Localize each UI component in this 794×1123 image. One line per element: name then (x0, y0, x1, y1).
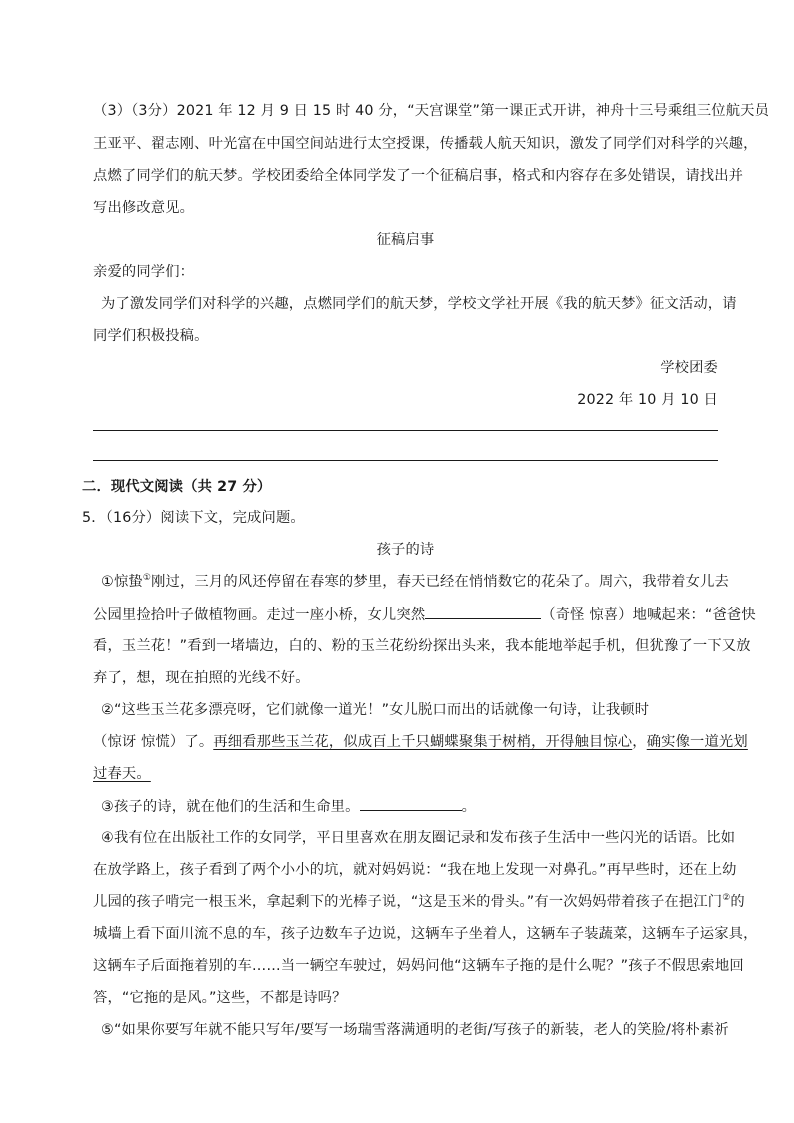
paragraph-1-line-4: 弃了，想，现在拍照的光线不好。 (93, 670, 310, 686)
passage-title: 孩子的诗 (376, 542, 435, 558)
p1-line-2-text: 公园里捡拾叶子做植物画。走过一座小桥，女儿突然 (93, 607, 426, 623)
question-3-line-3: 点燃了同学们的航天梦。学校团委给全体同学发了一个征稿启事，格式和内容存在多处错误，请找出并 (93, 168, 744, 184)
notice-date: 2022 年 10 月 10 日 (577, 392, 718, 408)
p3-period: 。 (461, 799, 477, 815)
question-3-line-2: 王亚平、翟志刚、叶光富在中国空间站进行太空授课，传播载人航天知识，激发了同学们对科学的兴趣， (93, 136, 758, 152)
fill-blank-1[interactable] (425, 604, 541, 619)
answer-line-1[interactable] (93, 430, 718, 431)
paragraph-2-line-2 (93, 732, 748, 752)
section-heading: 二．现代文阅读（共 27 分） (82, 479, 272, 495)
paragraph-4-line-4: 城墙上看下面川流不息的车，孩子边数车子边说，这辆车子坐着人，这辆车子装蔬菜，这辆车子运家具， (93, 926, 758, 942)
question-5-prompt: 5．（16分）阅读下文，完成问题。 (82, 510, 305, 526)
p3-text: ③孩子的诗，就在他们的生活和生命里。 (101, 799, 360, 815)
paragraph-1-line-1 (101, 572, 729, 592)
p1-line-2-choices: （奇怪 惊喜）地喊起来：“爸爸快 (541, 607, 756, 623)
p2-comma: ， (632, 734, 647, 750)
notice-body-line-1: 为了激发同学们对科学的兴趣，点燃同学们的航天梦，学校文学社开展《我的航天梦》征文活动，请 (101, 296, 737, 312)
paragraph-4-line-2: 在放学路上，孩子看到了两个小小的坑，就对妈妈说：“我在地上发现一对鼻孔。”再早些时，还在上幼 (93, 862, 737, 878)
p2-choices: （惊讶 惊慌）了。 (93, 734, 214, 750)
paragraph-2-line-3 (93, 764, 718, 784)
notice-title: 征稿启事 (376, 232, 435, 248)
paragraph-2-line-1: ②“这些玉兰花多漂亮呀，它们就像一道光！”女儿脱口而出的话就像一句诗，让我顿时 (101, 702, 650, 718)
notice-signer: 学校团委 (660, 360, 718, 376)
underlined-sentence-part-2: 确实像一道光划 (646, 734, 748, 750)
answer-line-2[interactable] (93, 460, 718, 461)
paragraph-1-line-3: 看，玉兰花！”看到一堵墙边，白的、粉的玉兰花纷纷探出头来，我本能地举起手机，但犹豫了一下又放 (93, 638, 751, 654)
question-3-line-4: 写出修改意见。 (93, 200, 195, 216)
paragraph-4-line-1: ④我有位在出版社工作的女同学，平日里喜欢在朋友圈记录和发布孩子生活中一些闪光的话语。比如 (101, 830, 736, 846)
underlined-sentence-part-1: 再细看那些玉兰花，似成百上千只蝴蝶聚集于树梢，开得触目惊心 (213, 734, 633, 750)
notice-greeting: 亲爱的同学们： (93, 264, 195, 280)
notice-body-line-2: 同学们积极投稿。 (93, 328, 209, 344)
p4-line-3-end: 的 (730, 894, 745, 910)
question-3-line-1: （3）（3分）2021 年 12 月 9 日 15 时 40 分，“天宫课堂”第一课正式开讲，神舟十三号乘组三位航天员 (93, 103, 770, 119)
paragraph-1-line-2 (93, 604, 756, 625)
paragraph-4-line-6: 答，“它拖的是风。”这些，不都是诗吗？ (93, 990, 347, 1006)
p4-line-3-text: 儿园的孩子啃完一根玉米，拿起剩下的光棒子说，“这是玉米的骨头。”有一次妈妈带着孩子在挹江门 (93, 894, 723, 910)
paragraph-3 (101, 796, 726, 817)
paragraph-5-line-1: ⑤“如果你要写年就不能只写年/要写一场瑞雪落满通明的老街/写孩子的新装，老人的笑脸/将朴素祈 (101, 1022, 729, 1038)
footnote-marker-1: ① (142, 573, 152, 584)
underlined-sentence-part-3: 过春天。 (93, 766, 151, 782)
footnote-marker-2: ② (722, 893, 731, 904)
paragraph-4-line-3 (93, 892, 745, 912)
fill-blank-2[interactable] (360, 796, 462, 811)
p1-text-a: ①惊蛰 (101, 574, 143, 590)
paragraph-4-line-5: 这辆车子后面拖着别的车……当一辆空车驶过，妈妈问他“这辆车子拖的是什么呢？”孩子不假思索地回 (93, 958, 744, 974)
p1-text-b: 刚过，三月的风还停留在春寒的梦里，春天已经在悄悄数它的花朵了。周六，我带着女儿去 (151, 574, 729, 590)
